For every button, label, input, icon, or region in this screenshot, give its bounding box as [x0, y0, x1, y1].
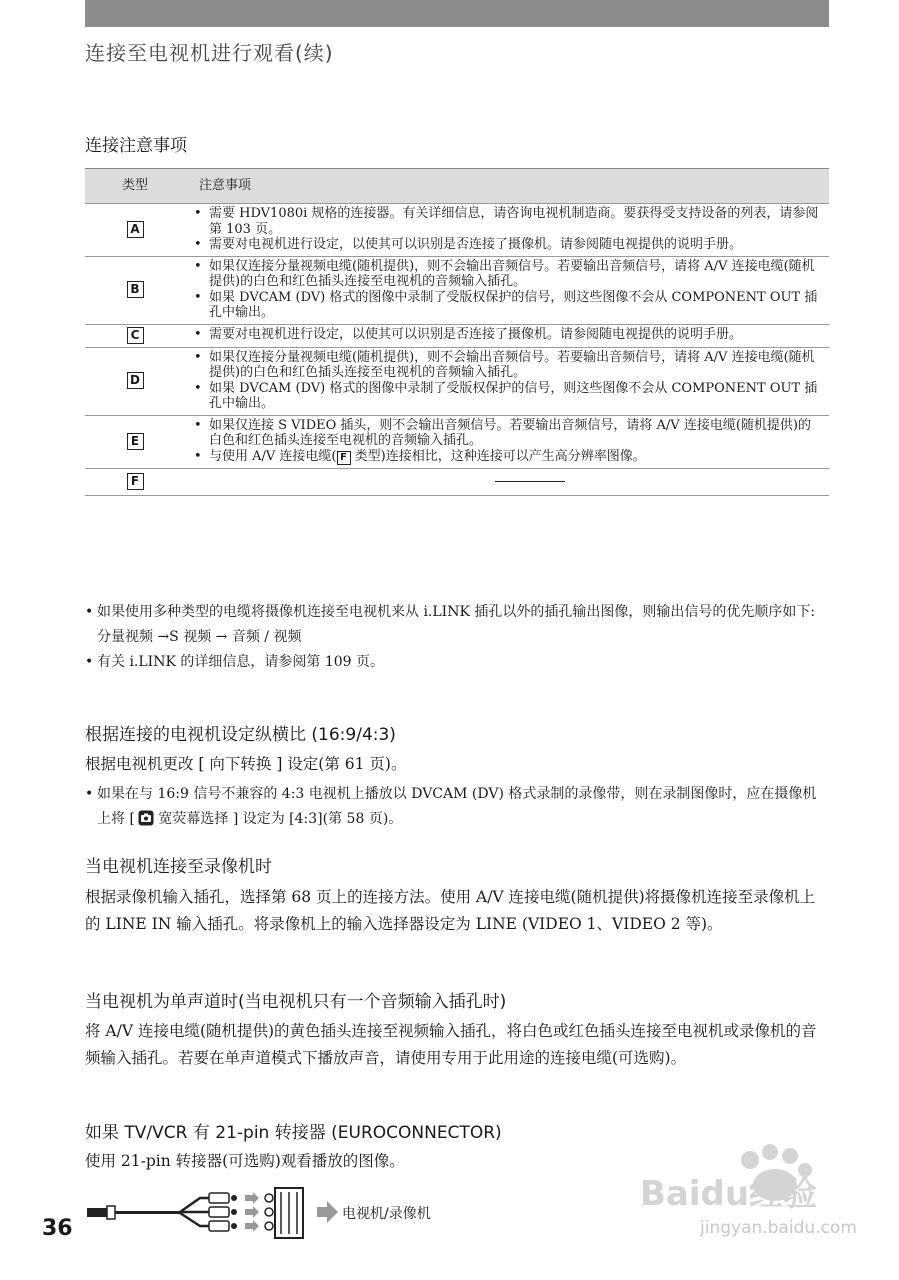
col-type-header: 类型	[85, 169, 185, 204]
notes-table	[85, 168, 829, 496]
note-bullet: • 如果使用多种类型的电缆将摄像机连接至电视机来从 i.LINK 插孔以外的插孔输出图像，则输出信号的优先顺序如下:	[85, 600, 829, 625]
table-row	[85, 256, 829, 324]
after-table-notes	[85, 600, 829, 675]
note-item: • 如果 DVCAM (DV) 格式的图像中录制了受版权保护的信号，则这些图像不会从 COMPONENT OUT 插孔中输出。	[185, 290, 821, 321]
arrow-right-icon	[317, 1201, 338, 1223]
col-notes-header: 注意事项	[185, 169, 829, 204]
aspect-bullet-text: 宽荧幕选择 ] 设定为 [4:3](第 58 页)。	[153, 811, 403, 827]
notes-heading: 连接注意事项	[85, 136, 187, 156]
table-row	[85, 347, 829, 415]
header-bar	[85, 0, 829, 27]
watermark-logo	[640, 1140, 890, 1270]
scart-adapter-icon	[85, 1182, 385, 1244]
note-item: • 需要 HDV1080i 规格的连接器。有关详细信息，请咨询电视机制造商。要获得受支持设备的列表，请参阅第 103 页。	[185, 206, 821, 237]
type-box-inline: F	[337, 451, 351, 465]
table-row	[85, 324, 829, 347]
note-item	[185, 449, 821, 465]
euro-body: 使用 21-pin 转接器(可选购)观看播放的图像。	[85, 1152, 405, 1170]
table-row	[85, 468, 829, 495]
table-row	[85, 204, 829, 257]
page-number: 36	[42, 1216, 73, 1241]
aspect-bullet-text: 如果在与 16:9 信号不兼容的 4:3 电视机上播放以 DVCAM (DV) 格式录制的录像带，则在录制图像时，应在摄像机上将 [	[97, 786, 817, 827]
note-item: • 如果仅连接分量视频电缆(随机提供)，则不会输出音频信号。若要输出音频信号，请将 A/V 连接电缆(随机提供)的白色和红色插头连接至电视机的音频输入插孔。	[185, 350, 821, 381]
aspect-bullet	[85, 782, 829, 832]
note-text: 与使用 A/V 连接电缆(	[209, 448, 337, 464]
watermark-logo-text: Baidu经验	[640, 1174, 818, 1214]
watermark-text: jingyan.baidu.com	[700, 1218, 857, 1238]
camera-menu-icon	[138, 810, 154, 826]
mono-body: 将 A/V 连接电缆(随机提供)的黄色插头连接至视频输入插孔，将白色或红色插头连接至电视机或录像机的音频输入插孔。若要在单声道模式下播放声音，请使用专用于此用途的连接电缆(可选购)。	[85, 1022, 817, 1067]
empty-dash	[495, 481, 565, 482]
euro-heading: 如果 TV/VCR 有 21-pin 转接器 (EUROCONNECTOR)	[85, 1123, 502, 1143]
type-box: A	[127, 221, 144, 238]
mono-heading: 当电视机为单声道时(当电视机只有一个音频输入插孔时)	[85, 992, 507, 1012]
note-item: • 如果仅连接 S VIDEO 插头，则不会输出音频信号。若要输出音频信号，请将 A/V 连接电缆(随机提供)的白色和红色插头连接至电视机的音频输入插孔。	[185, 418, 821, 449]
table-row	[85, 415, 829, 468]
type-box: E	[127, 433, 144, 450]
priority-line: 分量视频 →S 视频 → 音频 / 视频	[97, 629, 302, 645]
diagram-label: 电视机/录像机	[342, 1206, 431, 1222]
type-box: C	[127, 327, 144, 344]
vcr-heading: 当电视机连接至录像机时	[85, 857, 272, 877]
note-bullet: • 有关 i.LINK 的详细信息，请参阅第 109 页。	[85, 650, 829, 675]
note-item: • 需要对电视机进行设定，以使其可以识别是否连接了摄像机。请参阅随电视提供的说明手册。	[185, 237, 821, 253]
type-box: B	[127, 281, 144, 298]
note-item: • 如果仅连接分量视频电缆(随机提供)，则不会输出音频信号。若要输出音频信号，请将 A/V 连接电缆(随机提供)的白色和红色插头连接至电视机的音频输入插孔。	[185, 259, 821, 290]
type-box: D	[127, 372, 144, 389]
vcr-body: 根据录像机输入插孔，选择第 68 页上的连接方法。使用 A/V 连接电缆(随机提供)将摄像机连接至录像机上的 LINE IN 输入插孔。将录像机上的输入选择器设定为 LINE (VIDEO 1、VIDEO 2 等)。	[85, 888, 816, 933]
note-item: • 如果 DVCAM (DV) 格式的图像中录制了受版权保护的信号，则这些图像不会从 COMPONENT OUT 插孔中输出。	[185, 381, 821, 412]
note-item: • 需要对电视机进行设定，以使其可以识别是否连接了摄像机。请参阅随电视提供的说明手册。	[185, 327, 821, 343]
running-title: 连接至电视机进行观看(续)	[85, 41, 334, 65]
aspect-body: 根据电视机更改 [ 向下转换 ] 设定(第 61 页)。	[85, 755, 407, 773]
aspect-heading: 根据连接的电视机设定纵横比 (16:9/4:3)	[85, 725, 396, 745]
type-box: F	[127, 473, 144, 490]
note-text: 类型)连接相比，这种连接可以产生高分辨率图像。	[350, 448, 646, 464]
